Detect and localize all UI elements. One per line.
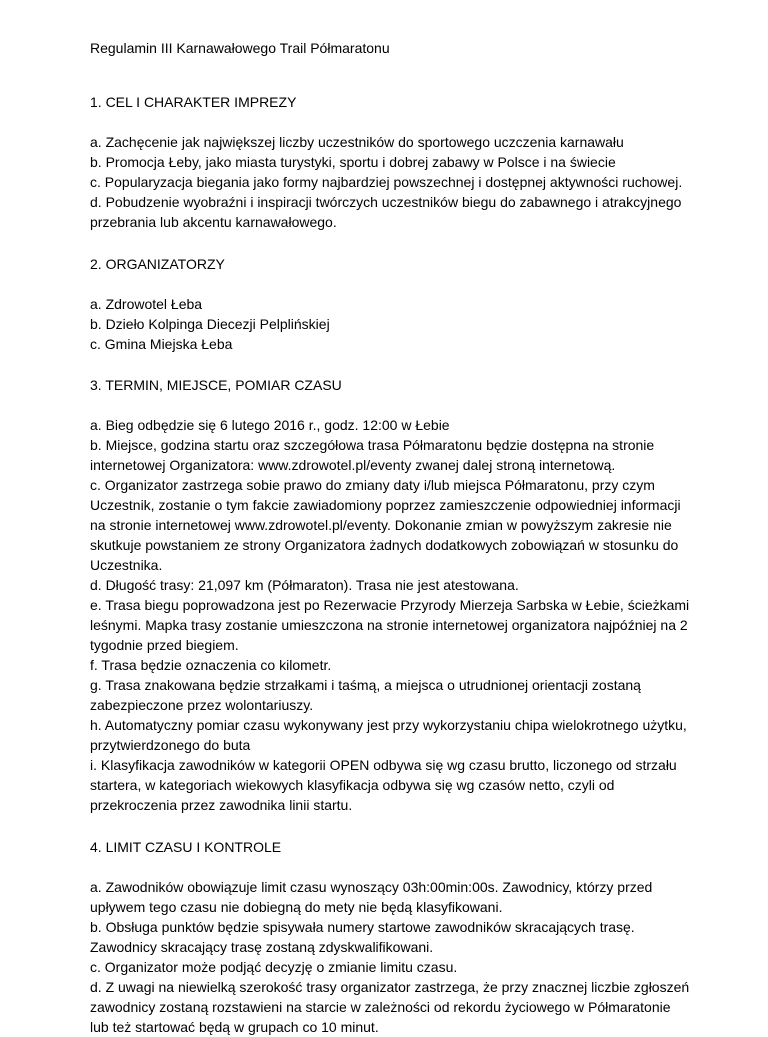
section-termin — [90, 375, 690, 815]
list-item: e. Trasa biegu poprowadzona jest po Rezerwacie Przyrody Mierzeja Sarbska w Łebie, ścieżkami leśnymi. Mapka trasy zostanie umieszczona na stronie internetowej organizatora najpóźniej na 2 tygodnie przed biegiem. — [90, 597, 690, 653]
document-title: Regulamin III Karnawałowego Trail Półmaratonu — [90, 40, 390, 56]
list-item: a. Zdrowotel Łeba — [90, 296, 203, 312]
document-page — [90, 38, 690, 1037]
list-item: c. Organizator może podjąć decyzję o zmianie limitu czasu. — [90, 959, 458, 975]
section-cel — [90, 92, 690, 232]
section-heading: 4. LIMIT CZASU I KONTROLE — [90, 839, 282, 855]
list-item: a. Bieg odbędzie się 6 lutego 2016 r., godz. 12:00 w Łebie — [90, 417, 450, 433]
list-item: i. Klasyfikacja zawodników w kategorii OPEN odbywa się wg czasu brutto, liczonego od strzału startera, w kategoriach wiekowych klasyfikacja odbywa się wg czasów netto, czyli od przekroczenia przez zawodnika linii startu. — [90, 757, 677, 813]
list-item: f. Trasa będzie oznaczenia co kilometr. — [90, 657, 332, 673]
list-item: d. Długość trasy: 21,097 km (Półmaraton). Trasa nie jest atestowana. — [90, 577, 519, 593]
list-item: c. Gmina Miejska Łeba — [90, 336, 233, 352]
list-item: a. Zawodników obowiązuje limit czasu wynoszący 03h:00min:00s. Zawodnicy, którzy przed upływem tego czasu nie dobiegną do mety nie będą klasyfikowani. — [90, 879, 653, 915]
list-item: b. Obsługa punktów będzie spisywała numery startowe zawodników skracających trasę. Zawodnicy skracający trasę zostaną zdyskwalifikowani. — [90, 919, 635, 955]
section-organizatorzy — [90, 254, 690, 354]
list-item: c. Organizator zastrzega sobie prawo do zmiany daty i/lub miejsca Półmaratonu, przy czym Uczestnik, zostanie o tym fakcie zawiadomiony poprzez zamieszczenie odpowiedniej informacji na stronie internetowej www.zdrowotel.pl/eventy. Dokonanie zmian w powyższym zakresie nie skutkuje powstaniem ze strony Organizatora żadnych dodatkowych zobowiązań w stosunku do Uczestnika. — [90, 477, 681, 573]
list-item: c. Popularyzacja biegania jako formy najbardziej powszechnej i dostępnej aktywności ruchowej. — [90, 174, 683, 190]
list-item: d. Z uwagi na niewielką szerokość trasy organizator zastrzega, że przy znacznej liczbie zgłoszeń zawodnicy zostaną rozstawieni na starcie w zależności od rekordu życiowego w Półmaratonie lub też startować będą w grupach co 10 minut. — [90, 979, 690, 1035]
list-item: a. Zachęcenie jak największej liczby uczestników do sportowego uczczenia karnawału — [90, 134, 624, 150]
list-item: b. Promocja Łeby, jako miasta turystyki, sportu i dobrej zabawy w Polsce i na świecie — [90, 154, 616, 170]
list-item: b. Dzieło Kolpinga Diecezji Pelplińskiej — [90, 316, 330, 332]
list-item: g. Trasa znakowana będzie strzałkami i taśmą, a miejsca o utrudnionej orientacji zostaną zabezpieczone przez wolontariuszy. — [90, 677, 641, 713]
list-item: b. Miejsce, godzina startu oraz szczegółowa trasa Półmaratonu będzie dostępna na stronie internetowej Organizatora: www.zdrowotel.pl/eventy zwanej dalej stroną internetową. — [90, 437, 655, 473]
section-heading: 1. CEL I CHARAKTER IMPREZY — [90, 94, 297, 110]
list-item: d. Pobudzenie wyobraźni i inspiracji twórczych uczestników biegu do zabawnego i atrakcyjnego przebrania lub akcentu karnawałowego. — [90, 194, 682, 230]
section-limit-czasu — [90, 837, 690, 1037]
section-heading: 2. ORGANIZATORZY — [90, 256, 225, 272]
list-item: h. Automatyczny pomiar czasu wykonywany jest przy wykorzystaniu chipa wielokrotnego użytku, przytwierdzonego do buta — [90, 717, 687, 753]
section-heading: 3. TERMIN, MIEJSCE, POMIAR CZASU — [90, 377, 342, 393]
